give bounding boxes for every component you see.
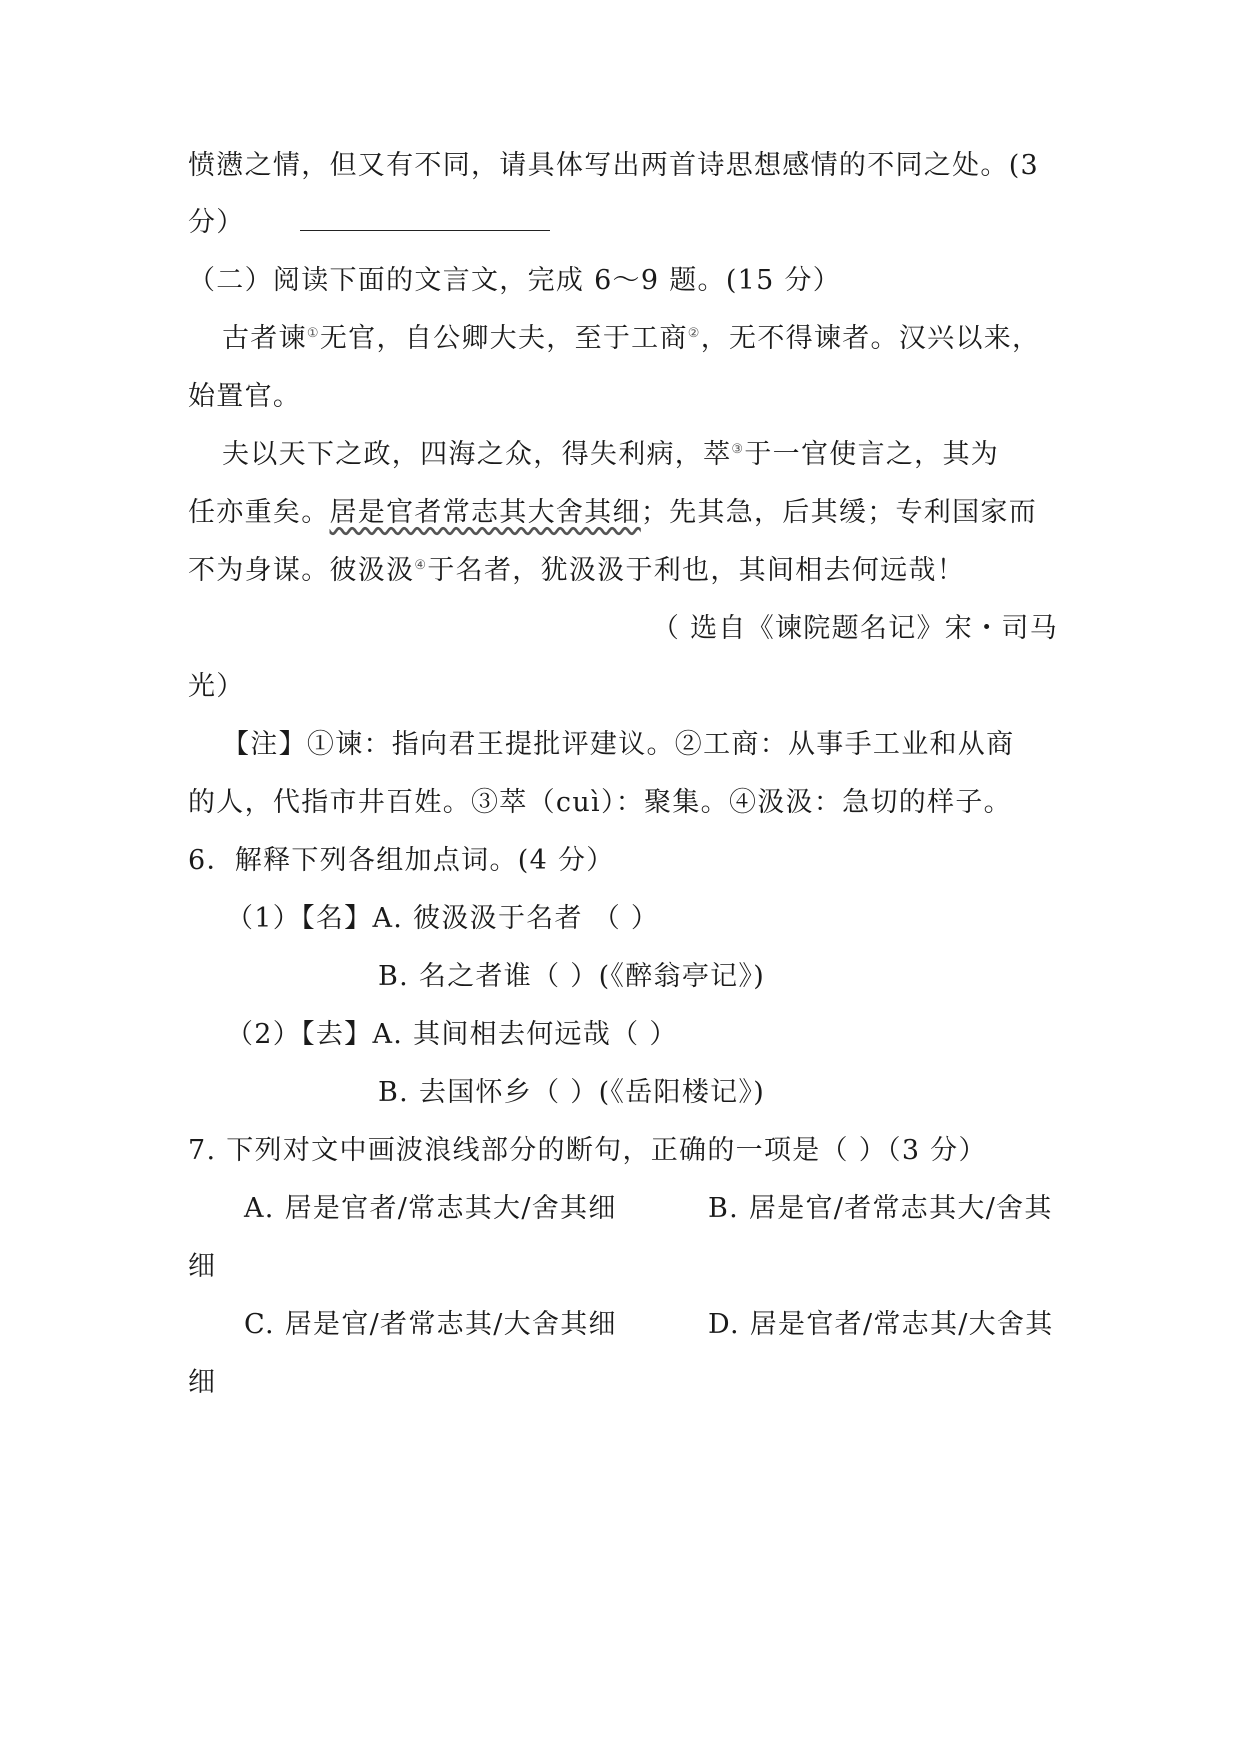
notes-line-1 <box>222 725 1058 765</box>
q7-option-d[interactable]: D. 居是官者/常志其/大舍其 <box>708 1309 1054 1340</box>
notes-text: 【注】①谏：指向君王提批评建议。②工商：从事手工业和从商 <box>222 729 1015 760</box>
q6-group-1-a <box>226 899 1058 939</box>
q5-line-1 <box>188 146 1058 186</box>
passage-text: ，无不得谏者。汉兴以来， <box>700 323 1041 354</box>
footnote-mark-3: ③ <box>731 442 745 457</box>
passage-text: 始置官。 <box>188 381 302 412</box>
source-line-1 <box>188 609 1058 649</box>
q7-option-b-cont <box>188 1247 1058 1287</box>
source-text: 光） <box>188 671 245 702</box>
passage-p2-line-3 <box>188 551 1058 591</box>
footnote-mark-2: ② <box>687 326 701 341</box>
q7-options-row-1 <box>244 1189 1058 1229</box>
answer-blank[interactable] <box>300 208 550 231</box>
section-heading-text: （二）阅读下面的文言文，完成 6～9 题。(15 分） <box>188 265 842 296</box>
passage-text: 于一官使言之，其为 <box>744 439 1000 470</box>
source-line-2 <box>188 667 1058 707</box>
passage-p1-line-1 <box>222 319 1058 359</box>
q6-item: （2）【去】A. 其间相去何远哉（ ） <box>226 1019 678 1050</box>
source-text: （ 选自《谏院题名记》宋・司马 <box>651 613 1058 644</box>
q6-item: B. 名之者谁（ ）(《醉翁亭记》) <box>378 961 766 992</box>
q7-title-text: 7. 下列对文中画波浪线部分的断句，正确的一项是（ ）（3 分） <box>188 1135 987 1166</box>
notes-text: 的人，代指市井百姓。③萃（cuì）：聚集。④汲汲：急切的样子。 <box>188 787 1012 818</box>
q6-title <box>188 841 1058 881</box>
section-heading <box>188 261 1058 301</box>
q7-title <box>188 1131 1058 1171</box>
q6-group-1-b <box>378 957 1058 997</box>
q7-option-b[interactable]: B. 居是官/者常志其大/舍其 <box>708 1193 1053 1224</box>
q7-option-a[interactable]: A. 居是官者/常志其大/舍其细 <box>244 1193 617 1224</box>
footnote-mark-1: ① <box>306 326 320 341</box>
q5-line-2 <box>188 203 1058 243</box>
passage-text: 古者谏 <box>222 323 307 354</box>
q5-text-1: 愤懑之情，但又有不同，请具体写出两首诗思想感情的不同之处。(3 <box>188 150 1040 181</box>
passage-text: 不为身谋。彼汲汲 <box>188 555 415 586</box>
q6-item: （1）【名】A. 彼汲汲于名者 （ ） <box>226 903 660 934</box>
passage-p2-line-2 <box>188 493 1058 533</box>
passage-text: 任亦重矣。 <box>188 497 330 528</box>
passage-text: 夫以天下之政，四海之众，得失利病，萃 <box>222 439 732 470</box>
q6-group-2-b <box>378 1073 1058 1113</box>
passage-p2-line-1 <box>222 435 1058 475</box>
q6-title-text: 6．解释下列各组加点词。(4 分） <box>188 845 615 876</box>
q7-option-c[interactable]: C. 居是官/者常志其/大舍其细 <box>244 1309 617 1340</box>
q7-option-d-cont <box>188 1363 1058 1403</box>
q5-text-2: 分） <box>188 207 245 238</box>
passage-text: 于名者，犹汲汲于利也，其间相去何远哉！ <box>427 555 966 586</box>
passage-text: ；先其急，后其缓；专利国家而 <box>640 497 1038 528</box>
footnote-mark-4: ④ <box>414 558 428 573</box>
q7-options-row-2 <box>244 1305 1058 1345</box>
notes-line-2 <box>188 783 1058 823</box>
q6-item: B. 去国怀乡（ ）(《岳阳楼记》) <box>378 1077 766 1108</box>
wavy-underlined-text: 居是官者常志其大舍其细 <box>329 497 641 528</box>
q7-option-d-continued: 细 <box>188 1367 217 1398</box>
q6-group-2-a <box>226 1015 1058 1055</box>
passage-p1-line-2 <box>188 377 1058 417</box>
passage-text: 无官，自公卿大夫，至于工商 <box>319 323 688 354</box>
q7-option-b-continued: 细 <box>188 1251 217 1282</box>
